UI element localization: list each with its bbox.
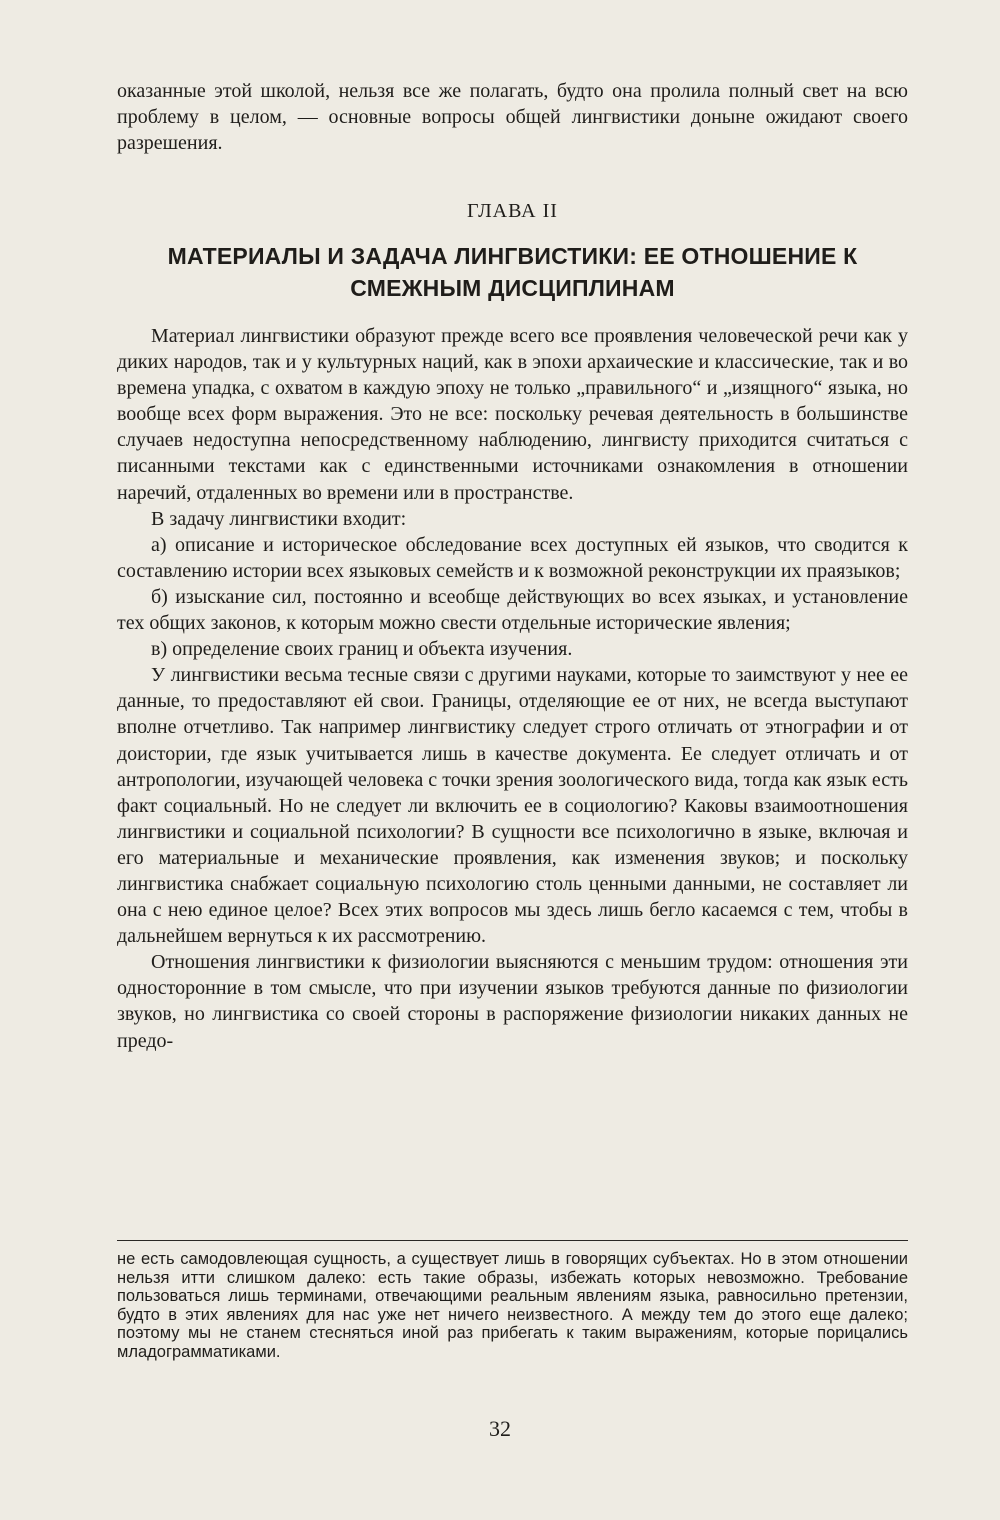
body-text: [117, 323, 908, 1054]
paragraph-task-intro: В задачу лингвистики входит:: [151, 507, 407, 530]
paragraph-physiology: Отношения лингвистики к физиологии выясняются с меньшим трудом: отношения эти односторонние в том смысле, что при изучении языков требуются данные по физиологии звуков, но лингвистика со своей стороны в распоряжение физиологии никаких данных не предо-: [117, 951, 908, 1052]
footnote-divider: [117, 1240, 908, 1241]
list-item-b: б) изыскание сил, постоянно и всеобще действующих во всех языках, и установление тех общих законов, к которым можно свести отдельные исторические явления;: [117, 585, 908, 635]
list-item-c: в) определение своих границ и объекта изучения.: [151, 638, 573, 661]
chapter-label: ГЛАВА II: [467, 200, 558, 222]
paragraph-materials: Материал лингвистики образуют прежде всего все проявления человеческой речи как у диких народов, так и у культурных наций, как в эпохи архаические и классические, так и во времена упадка, с охватом в каждую эпоху не только „правильного“ и „изящного“ языка, но вообще всех форм выражения. Это не все: поскольку речевая деятельность в большинстве случаев недоступна непосредственному наблюдению, лингвисту приходится считаться с писанными текстами как с единственными источниками ознакомления в отношении наречий, отдаленных во времени или в пространстве.: [117, 325, 908, 504]
paragraph-related-sciences: У лингвистики весьма тесные связи с другими науками, которые то заимствуют у нее ее данные, то предоставляют ей свои. Границы, отделяющие ее от них, не всегда выступают вполне отчетливо. Так например лингвистику следует строго отличать от этнографии и от доистории, где язык учитывается лишь в качестве документа. Ее следует отличать и от антропологии, изучающей человека с точки зрения зоологического вида, тогда как язык есть факт социальный. Но не следует ли включить ее в социологию? Каковы взаимоотношения лингвистики и социальной психологии? В сущности все психологично в языке, включая и его материальные и механические проявления, как изменения звуков; и поскольку лингвистика снабжает социальную психологию столь ценными данными, не составляет ли она с нею единое целое? Всех этих вопросов мы здесь лишь бегло касаемся с тем, чтобы в дальнейшем вернуться к их рассмотрению.: [117, 664, 908, 948]
page-number: 32: [489, 1416, 511, 1441]
list-item-a: а) описание и историческое обследование всех доступных ей языков, что сводится к составлению истории всех языковых семейств и к возможной реконструкции их праязыков;: [117, 533, 908, 582]
footnote: [117, 1250, 908, 1362]
intro-paragraph: оказанные этой школой, нельзя все же полагать, будто она пролила полный свет на всю проблему в целом, — основные вопросы общей лингвистики доныне ожидают своего разрешения.: [117, 80, 908, 155]
intro-paragraph-block: [117, 78, 908, 156]
footnote-text: не есть самодовлеющая сущность, а существует лишь в говорящих субъектах. Но в этом отношении нельзя итти слишком далеко: есть такие образы, избежать которых невозможно. Требование пользоваться лишь терминами, отвечающими реальным явлениям языка, равносильно претензии, будто в этих явлениях для нас уже нет ничего неизвестного. А между тем до этого еще далеко; поэтому мы не станем стесняться иной раз прибегать к таким выражениям, которые порицались младограмматиками.: [117, 1250, 908, 1361]
chapter-title: МАТЕРИАЛЫ И ЗАДАЧА ЛИНГВИСТИКИ: ЕЕ ОТНОШЕНИЕ К СМЕЖНЫМ ДИСЦИПЛИНАМ: [167, 243, 858, 301]
